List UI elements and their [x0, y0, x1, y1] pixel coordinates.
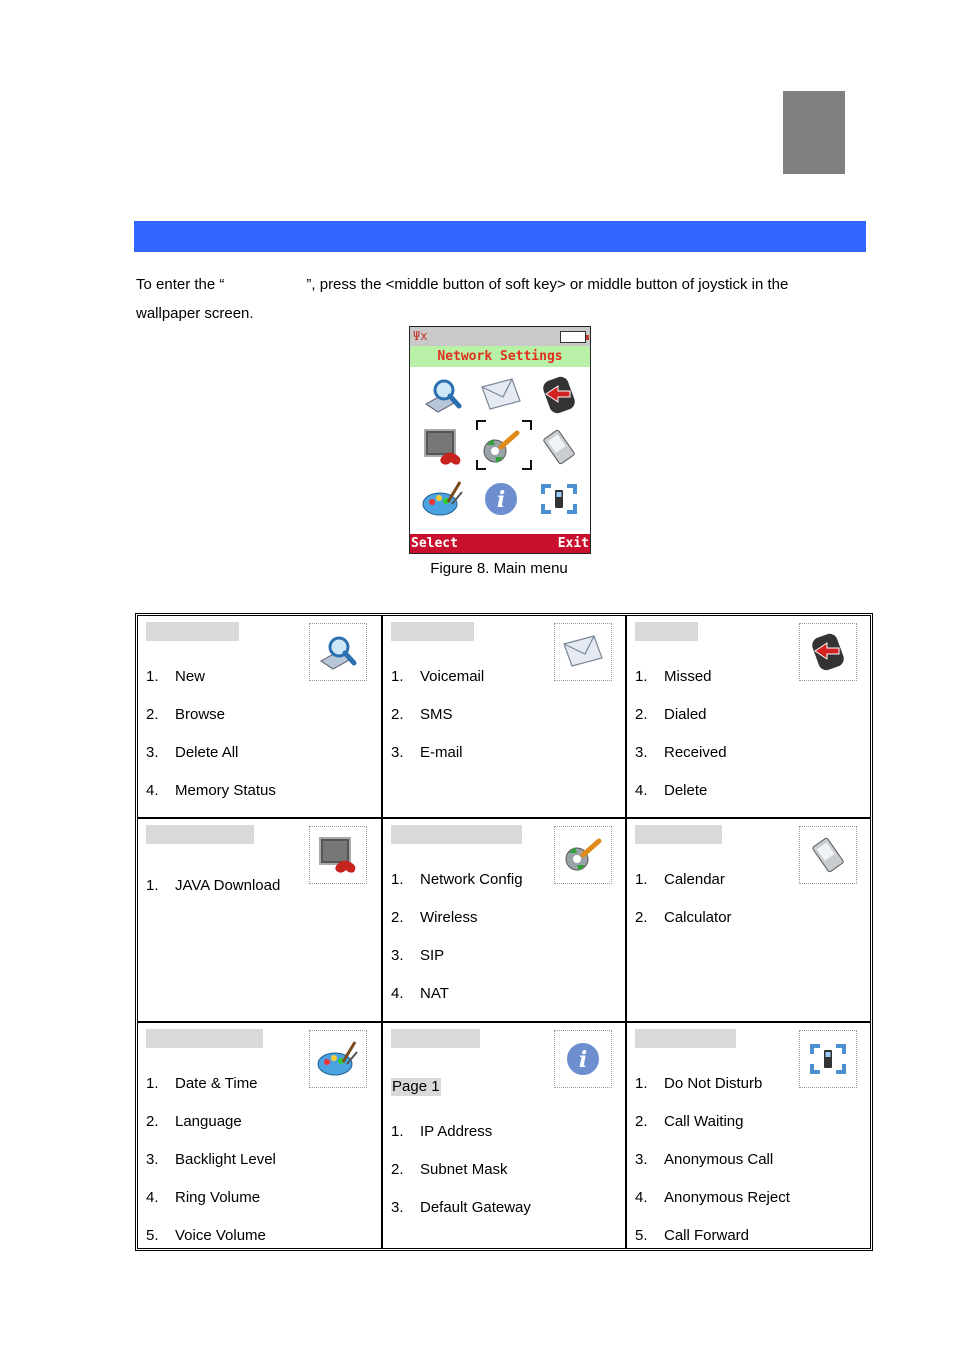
menu-item-number: 3. [635, 1151, 648, 1168]
menu-item-number: 1. [146, 877, 159, 894]
menu-item-label: NAT [420, 985, 449, 1002]
menu-item-label: Do Not Disturb [664, 1075, 763, 1092]
organizer-icon[interactable] [530, 421, 587, 473]
game-icon[interactable] [414, 421, 471, 473]
phone-settings-icon[interactable] [530, 473, 587, 525]
menu-item-label: Anonymous Call [664, 1151, 774, 1168]
menu-item-label: New [175, 668, 206, 685]
info-icon[interactable] [472, 473, 529, 525]
phonebook-icon [309, 623, 367, 681]
menu-item-label: Voice Volume [175, 1227, 266, 1244]
message-icon[interactable] [472, 369, 529, 421]
menu-item-number: 3. [391, 744, 404, 761]
network-settings-icon[interactable] [472, 421, 529, 473]
phonebook-icon[interactable] [414, 369, 471, 421]
menu-heading [635, 622, 698, 641]
menu-item-label: Delete [664, 782, 708, 799]
menu-item-label: Ring Volume [175, 1189, 261, 1206]
chapter-tab [783, 91, 845, 174]
menu-heading [635, 1029, 736, 1048]
menu-item-number: 2. [391, 706, 404, 723]
menu-item-number: 1. [635, 1075, 648, 1092]
network-settings-icon [554, 826, 612, 884]
menu-item-label: Delete All [175, 744, 239, 761]
phone-screen [409, 326, 591, 554]
page-label: Page 1 [392, 1078, 440, 1095]
figure-caption: Figure 8. Main menu [430, 560, 568, 577]
menu-item-label: Call Forward [664, 1227, 750, 1244]
menu-item-number: 1. [146, 668, 159, 685]
menu-item-label: Calculator [664, 909, 732, 926]
menu-item-number: 2. [146, 706, 159, 723]
menu-item-label: Dialed [664, 706, 707, 723]
call-history-icon[interactable] [530, 369, 587, 421]
menu-item-number: 3. [391, 1199, 404, 1216]
settings-icon [309, 1030, 367, 1088]
menu-cell [627, 819, 870, 1021]
menu-heading [146, 622, 239, 641]
call-history-icon [799, 623, 857, 681]
menu-item-label: Wireless [420, 909, 478, 926]
menu-item-label: Browse [175, 706, 226, 723]
menu-item-label: Call Waiting [664, 1113, 744, 1130]
menu-heading [635, 825, 722, 844]
battery-icon [560, 331, 586, 343]
signal-icon: Ψx [413, 329, 428, 343]
menu-item-number: 4. [635, 782, 648, 799]
menu-item-number: 3. [391, 947, 404, 964]
menu-item-label: Date & Time [175, 1075, 258, 1092]
menu-item-number: 2. [146, 1113, 159, 1130]
menu-item-label: Missed [664, 668, 712, 685]
softkey-bar [410, 534, 590, 553]
exit-softkey[interactable]: Exit [557, 536, 589, 551]
menu-item-number: 3. [146, 1151, 159, 1168]
menu-item-number: 3. [146, 744, 159, 761]
menu-item-label: E-mail [420, 744, 463, 761]
menu-cell [383, 819, 625, 1021]
menu-item-label: Network Config [420, 871, 523, 888]
menu-item-label: Received [664, 744, 727, 761]
svg-text:i: i [578, 1047, 588, 1073]
menu-item-number: 1. [146, 1075, 159, 1092]
menu-item-number: 3. [635, 744, 648, 761]
menu-cell [138, 819, 381, 1021]
menu-item-label: Calendar [664, 871, 725, 888]
menu-item-number: 2. [635, 909, 648, 926]
intro-text-3: wallpaper screen. [136, 305, 254, 322]
menu-item-label: Language [175, 1113, 242, 1130]
menu-heading [391, 622, 474, 641]
menu-item-label: IP Address [420, 1123, 493, 1140]
menu-cell [138, 616, 381, 817]
svg-text:i: i [496, 487, 505, 513]
menu-item-number: 4. [635, 1189, 648, 1206]
menu-item-number: 4. [146, 1189, 159, 1206]
menu-item-number: 4. [391, 985, 404, 1002]
menu-item-number: 2. [635, 1113, 648, 1130]
menu-heading [391, 1029, 480, 1048]
menu-item-number: 2. [391, 1161, 404, 1178]
select-softkey[interactable]: Select [411, 536, 458, 551]
intro-paragraph [136, 270, 856, 328]
menu-item-label: Memory Status [175, 782, 276, 799]
menu-item-label: SIP [420, 947, 445, 964]
organizer-icon [799, 826, 857, 884]
menu-cell [627, 1023, 870, 1248]
message-icon [554, 623, 612, 681]
menu-item-label: Voicemail [420, 668, 485, 685]
menu-cell [383, 1023, 625, 1248]
status-bar [410, 327, 590, 346]
phone-icon-grid [414, 369, 586, 535]
menu-item-label: Backlight Level [175, 1151, 276, 1168]
menu-item-label: Subnet Mask [420, 1161, 508, 1178]
menu-heading [146, 1029, 263, 1048]
menu-item-number: 1. [391, 668, 404, 685]
intro-text-2: ”, press the <middle button of soft key> or middle button of joystick in the [306, 276, 789, 293]
menu-item-label: Anonymous Reject [664, 1189, 790, 1206]
menu-cell [383, 616, 625, 817]
menu-table [135, 613, 873, 1251]
settings-icon[interactable] [414, 473, 471, 525]
menu-item-label: SMS [420, 706, 453, 723]
menu-item-number: 1. [391, 1123, 404, 1140]
menu-item-number: 5. [146, 1227, 159, 1244]
phone-menu-title: Network Settings [410, 346, 590, 367]
menu-item-number: 2. [391, 909, 404, 926]
phone-settings-icon [799, 1030, 857, 1088]
menu-item-number: 2. [635, 706, 648, 723]
menu-item-label: Default Gateway [420, 1199, 531, 1216]
info-icon [554, 1030, 612, 1088]
menu-item-number: 4. [146, 782, 159, 799]
menu-item-number: 1. [635, 668, 648, 685]
menu-cell [627, 616, 870, 817]
menu-item-number: 1. [635, 871, 648, 888]
intro-text-1: To enter the “ [136, 276, 225, 293]
menu-heading [391, 825, 522, 844]
menu-item-number: 5. [635, 1227, 648, 1244]
menu-item-number: 1. [391, 871, 404, 888]
menu-item-label: JAVA Download [175, 877, 281, 894]
menu-heading [146, 825, 254, 844]
section-heading-bar [134, 221, 866, 252]
game-icon [309, 826, 367, 884]
menu-cell [138, 1023, 381, 1248]
